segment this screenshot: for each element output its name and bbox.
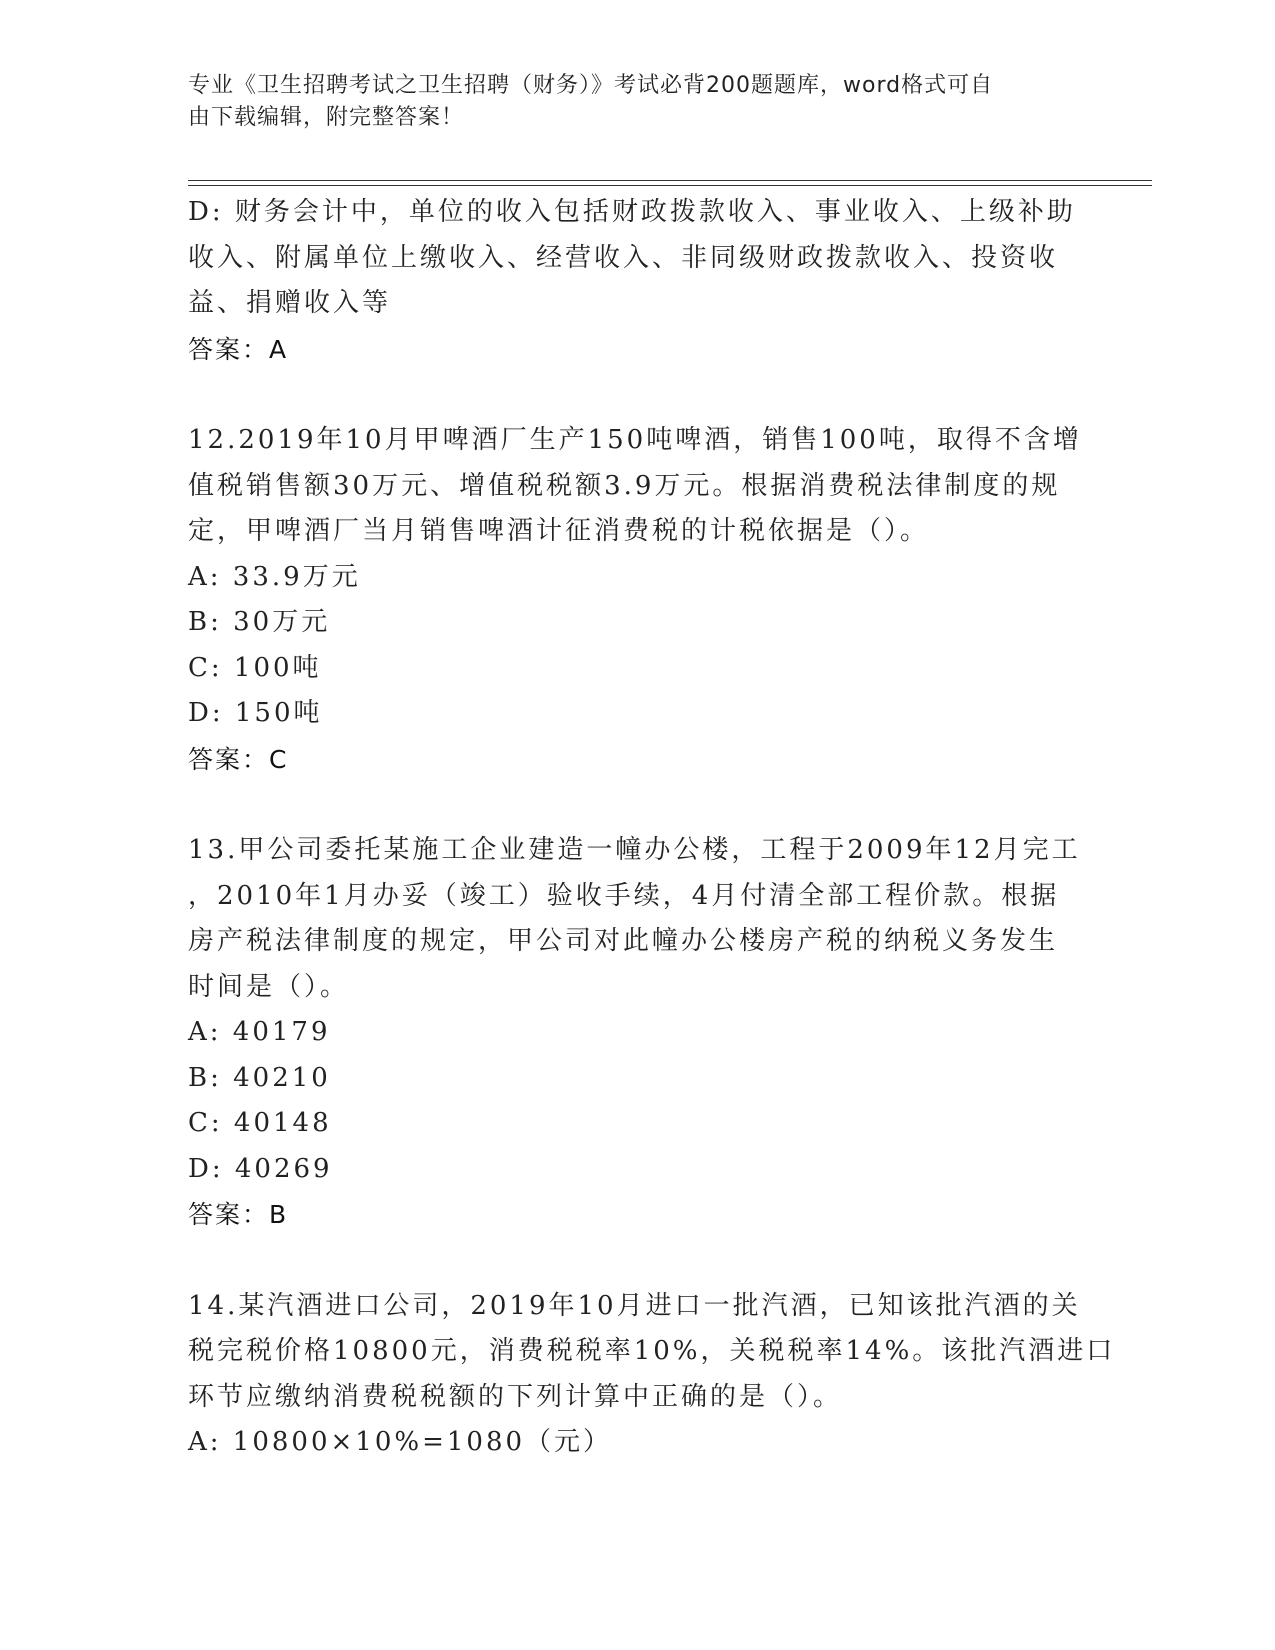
question-text-line-2: 值税销售额30万元、增值税税额3.9万元。根据消费税法律制度的规 <box>188 470 1061 501</box>
spacer <box>188 1238 1088 1284</box>
question-text-line-3: 房产税法律制度的规定，甲公司对此幢办公楼房产税的纳税义务发生 <box>188 926 1059 956</box>
option-c: C: 40148 <box>188 1108 332 1138</box>
question-text-line-3: 定，甲啤酒厂当月销售啤酒计征消费税的计税依据是（）。 <box>188 516 930 546</box>
option-d-line-3: 益、捐赠收入等 <box>188 288 392 318</box>
option-d: D: 40269 <box>188 1153 333 1184</box>
option-d-line-2: 收入、附属单位上缴收入、经营收入、非同级财政拨款收入、投资收 <box>188 242 1059 273</box>
question-list <box>188 190 1116 1466</box>
question-text-line-1: 14.某汽酒进口公司，2019年10月进口一批汽酒，已知该批汽酒的关 <box>188 1290 1081 1321</box>
spacer <box>188 372 1088 418</box>
option-a: A: 10800×10%=1080（元） <box>188 1427 613 1457</box>
option-a: A: 33.9万元 <box>188 561 361 592</box>
document-header <box>188 70 1068 134</box>
header-divider-top <box>188 180 1152 181</box>
option-b: B: 40210 <box>188 1062 331 1093</box>
question-text-line-3: 环节应缴纳消费税税额的下列计算中正确的是（）。 <box>188 1381 843 1412</box>
answer-label: 答案：C <box>188 744 289 774</box>
question-text-line-1: 13.甲公司委托某施工企业建造一幢办公楼，工程于2009年12月完工 <box>188 835 1081 865</box>
option-a: A: 40179 <box>188 1017 331 1047</box>
question-14 <box>188 1284 1116 1466</box>
question-text-line-2: 税完税价格10800元，消费税税率10%，关税税率14%。该批汽酒进口 <box>188 1336 1116 1366</box>
question-text-line-4: 时间是（）。 <box>188 971 350 1002</box>
header-title-line-1: 专业《卫生招聘考试之卫生招聘（财务）》考试必背200题题库，word格式可自 <box>188 73 994 98</box>
question-text-line-2: ，2010年1月办妥（竣工）验收手续，4月付清全部工程价款。根据 <box>188 880 1060 911</box>
header-divider-bottom <box>188 185 1152 186</box>
question-text-line-1: 12.2019年10月甲啤酒厂生产150吨啤酒，销售100吨，取得不含增 <box>188 425 1082 455</box>
question-13 <box>188 828 1088 1238</box>
option-c: C: 100吨 <box>188 652 322 683</box>
option-d-line-1: D: 财务会计中，单位的收入包括财政拨款收入、事业收入、上级补助 <box>188 197 1076 227</box>
option-d: D: 150吨 <box>188 698 323 728</box>
spacer <box>188 782 1088 828</box>
question-11-tail <box>188 190 1088 372</box>
option-b: B: 30万元 <box>188 607 331 637</box>
header-title-line-2: 由下载编辑，附完整答案！ <box>188 105 465 130</box>
question-12 <box>188 418 1088 782</box>
answer-label: 答案：A <box>188 334 289 364</box>
answer-label: 答案：B <box>188 1200 289 1229</box>
